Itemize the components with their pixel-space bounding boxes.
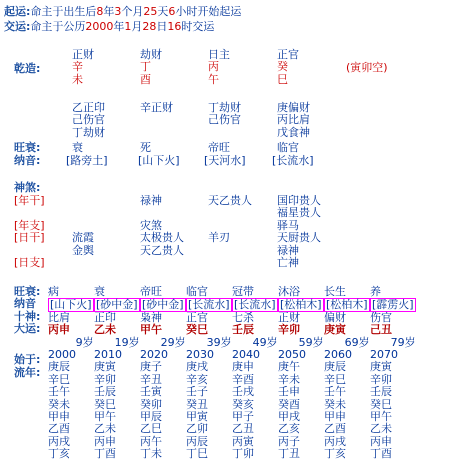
dayun-shishen: 伤官 [370,310,392,324]
liunian-item: 辛卯 [94,372,116,386]
liunian-item: 甲寅 [186,409,208,423]
nayin-label: 纳音: [14,154,41,167]
liunian-item: 壬午 [324,385,346,399]
kongwang: (寅卯空) [346,61,388,74]
liunian-item: 癸未 [324,397,346,411]
dayun-column [324,286,370,460]
liunian-item: 甲申 [324,409,346,423]
dayun-ganzhi: 癸巳 [186,323,208,337]
dayun-nayin: [松柏木] [280,298,322,312]
dayun-wang: 长生 [324,285,346,298]
liunian-item: 辛未 [278,372,300,386]
liunian-item: 辛巳 [48,372,70,386]
dayun-column [278,286,324,460]
dayun-column [48,286,94,460]
dayun-start: 2020 [140,347,168,361]
liunian-item: 庚子 [140,360,162,374]
liunian-item: 丁未 [140,447,162,461]
dayun-ganzhi: 辛卯 [278,323,300,337]
liunian-item: 辛亥 [186,372,208,386]
dayun-ganzhi: 壬辰 [232,323,254,337]
dayun-start: 2030 [186,347,214,361]
dayun-column [186,286,232,460]
pillar-month: 劫财 丁 酉 [140,48,162,86]
canggan-year: 乙正印 己伤官 丁劫财 [72,101,105,139]
shensha-pillars: [年干] [年支] [日干] [日支] [14,194,45,269]
dayun-nayin: [长流水] [234,298,276,312]
dayun-nayin: [长流水] [188,298,230,312]
qiyun-label: 起运: [4,5,31,18]
liunian-item: 乙丑 [232,422,254,436]
liunian-item: 乙未 [94,422,116,436]
liunian-item: 甲子 [232,409,254,423]
shensha-col3: 天乙贵人 羊刃 [208,194,252,245]
dayun-start: 2060 [324,347,352,361]
liunian-item: 癸亥 [232,397,254,411]
liunian-item: 癸卯 [140,397,162,411]
liunian-item: 乙酉 [324,422,346,436]
shensha-col1: 流霞 金舆 [72,231,94,257]
qiyun-line: 起运:命主于出生后8年3个月25天6小时开始起运 [4,5,242,18]
canggan-month: 辛正财 [140,101,173,114]
liunian-item: 辛卯 [370,372,392,386]
liunian-item: 壬戌 [232,385,254,399]
liunian-item: 丙戌 [48,434,70,448]
dayun-column [370,286,416,460]
liunian-item: 乙亥 [278,422,300,436]
dayun-wang: 沐浴 [278,285,300,298]
liunian-item: 甲申 [48,409,70,423]
liunian-item: 丙子 [278,434,300,448]
liunian-item: 丙申 [370,434,392,448]
liunian-item: 甲午 [94,409,116,423]
bazi-report: 起运:命主于出生后8年3个月25天6小时开始起运 交运:命主于公历2000年1月28日16时交运 乾造: 正财 辛 未 劫财 丁 酉 日主 丙 午 正官 癸 巳 (寅卯空) 乙正印 己伤官 丁劫财 辛正财 丁劫财 己伤官 庚偏财 丙比肩 戊食神 旺衰: 衰 死 帝旺 临官 纳音: [路旁土] [山下火] [天河水] [长流水] 神煞: [年干] [年支] [日干] [日支] 流霞 金舆 禄神 灾煞 太极贵人 天乙贵人 天乙贵人 羊刃 国印贵人 福星贵人 驿马 天厨贵人 禄神 亡神 旺衰: 纳音 十神: 大运: 始于: 流年: 病 [山下火] 比肩 丙申 9岁 2000 庚辰 辛巳 壬午 癸未 甲申 乙酉 丙戌 丁亥 衰 [砂中金] 正印 乙未 19岁 2010 庚寅 辛卯 壬辰 癸巳 甲午 乙未 丙申 丁酉 帝旺 [砂中金] 枭神 甲午 29岁 2020 庚子 辛丑 壬寅 癸卯 甲辰 乙巳 丙午 丁未 临官 [长流水] 正官 癸巳 39岁 2030 庚戌 辛亥 壬子 癸丑 甲寅 乙卯 丙辰 丁巳 冠带 [长流水] 七杀 壬辰 49岁 2040 庚申 辛酉 壬戌 癸亥 甲子 乙丑 丙寅 丁卯 沐浴 [松柏木] 正财 辛卯 59岁 2050 庚午 辛未 壬申 癸酉 甲戌 乙亥 丙子 丁丑 长生 [松柏木] 偏财 庚寅 69岁 2060 庚辰 辛巳 壬午 癸未 甲申 乙酉 丙戌 丁亥 养 [霹雳火] 伤官 己丑 79岁 2070 庚寅 辛卯 壬辰 癸巳 甲午 乙未 丙申 丁酉 [4,5,416,461]
dayun-shishen: 正官 [186,310,208,324]
dayun-ganzhi: 乙未 [94,323,116,337]
dayun-start: 2040 [232,347,260,361]
liunian-item: 乙酉 [48,422,70,436]
shensha-label: 神煞: [14,181,41,194]
liunian-item: 癸巳 [370,397,392,411]
liunian-item: 辛丑 [140,372,162,386]
shensha-col4: 国印贵人 福星贵人 驿马 天厨贵人 禄神 亡神 [277,194,321,269]
dayun-age: 29岁 [160,335,186,349]
liunian-item: 壬午 [48,385,70,399]
dayun-labels: 旺衰: 纳音 十神: 大运: [14,285,41,336]
liunian-item: 庚寅 [370,360,392,374]
dayun-shishen: 枭神 [140,310,162,324]
liunian-item: 丙申 [94,434,116,448]
pillar-year: 正财 辛 未 [72,48,94,86]
dayun-start: 2070 [370,347,398,361]
dayun-nayin: [砂中金] [142,298,184,312]
dayun-age: 9岁 [75,335,94,349]
dayun-nayin: [霹雳火] [372,298,414,312]
liunian-item: 癸未 [48,397,70,411]
liunian-item: 壬辰 [370,385,392,399]
dayun-start: 2050 [278,347,306,361]
jiaoyun-line: 交运:命主于公历2000年1月28日16时交运 [4,20,215,33]
liunian-item: 乙巳 [140,422,162,436]
liunian-item: 癸丑 [186,397,208,411]
dayun-wang: 帝旺 [140,285,162,298]
dayun-wang: 病 [48,285,59,298]
liunian-item: 庚辰 [324,360,346,374]
liunian-item: 壬申 [278,385,300,399]
dayun-nayin: [松柏木] [326,298,368,312]
liunian-item: 甲辰 [140,409,162,423]
dayun-ganzhi: 甲午 [140,323,162,337]
liunian-item: 壬子 [186,385,208,399]
liunian-item: 丁酉 [370,447,392,461]
liunian-item: 庚午 [278,360,300,374]
dayun-start: 2010 [94,347,122,361]
dayun-shishen: 偏财 [324,310,346,324]
dayun-nayin: [山下火] [50,298,92,312]
dayun-age: 39岁 [206,335,232,349]
dayun-ganzhi: 庚寅 [324,323,346,337]
dayun-wang: 衰 [94,285,105,298]
liunian-item: 庚申 [232,360,254,374]
jiaoyun-label: 交运: [4,20,31,33]
dayun-column [140,286,186,460]
liunian-item: 丁酉 [94,447,116,461]
liunian-item: 丁亥 [48,447,70,461]
dayun-ganzhi: 己丑 [370,323,392,337]
dayun-nayin: [砂中金] [96,298,138,312]
liunian-item: 丙辰 [186,434,208,448]
dayun-age: 19岁 [114,335,140,349]
liunian-label: 流年: [14,366,41,379]
qianzao-label: 乾造: [14,62,41,75]
liunian-item: 丙戌 [324,434,346,448]
liunian-item: 丙寅 [232,434,254,448]
pillar-day: 日主 丙 午 [208,48,230,86]
pillar-hour: 正官 癸 巳 [277,48,299,86]
dayun-age: 79岁 [390,335,416,349]
liunian-item: 癸巳 [94,397,116,411]
dayun-shishen: 比肩 [48,310,70,324]
liunian-item: 壬寅 [140,385,162,399]
liunian-item: 庚辰 [48,360,70,374]
dayun-ganzhi: 丙申 [48,323,70,337]
liunian-item: 庚戌 [186,360,208,374]
dayun-age: 49岁 [252,335,278,349]
liunian-item: 辛酉 [232,372,254,386]
liunian-item: 甲午 [370,409,392,423]
liunian-item: 丁卯 [232,447,254,461]
liunian-item: 癸酉 [278,397,300,411]
canggan-day: 丁劫财 己伤官 [208,101,241,127]
liunian-item: 乙卯 [186,422,208,436]
wangshuai-label: 旺衰: [14,141,41,154]
liunian-item: 庚寅 [94,360,116,374]
dayun-column [94,286,140,460]
dayun-start: 2000 [48,347,76,361]
dayun-wang: 养 [370,285,381,298]
shensha-col2: 禄神 灾煞 太极贵人 天乙贵人 [140,194,184,257]
dayun-shishen: 正印 [94,310,116,324]
liunian-item: 辛巳 [324,372,346,386]
liunian-item: 丁巳 [186,447,208,461]
dayun-age: 69岁 [344,335,370,349]
dayun-shishen: 正财 [278,310,300,324]
liunian-item: 乙未 [370,422,392,436]
dayun-column [232,286,278,460]
dayun-wang: 冠带 [232,285,254,298]
dayun-wang: 临官 [186,285,208,298]
liunian-item: 甲戌 [278,409,300,423]
dayun-shishen: 七杀 [232,310,254,324]
canggan-hour: 庚偏财 丙比肩 戊食神 [277,101,310,139]
liunian-item: 丙午 [140,434,162,448]
dayun-age: 59岁 [298,335,324,349]
liunian-item: 壬辰 [94,385,116,399]
liunian-item: 丁丑 [278,447,300,461]
shiyu-label: 始于: [14,353,41,366]
liunian-item: 丁亥 [324,447,346,461]
